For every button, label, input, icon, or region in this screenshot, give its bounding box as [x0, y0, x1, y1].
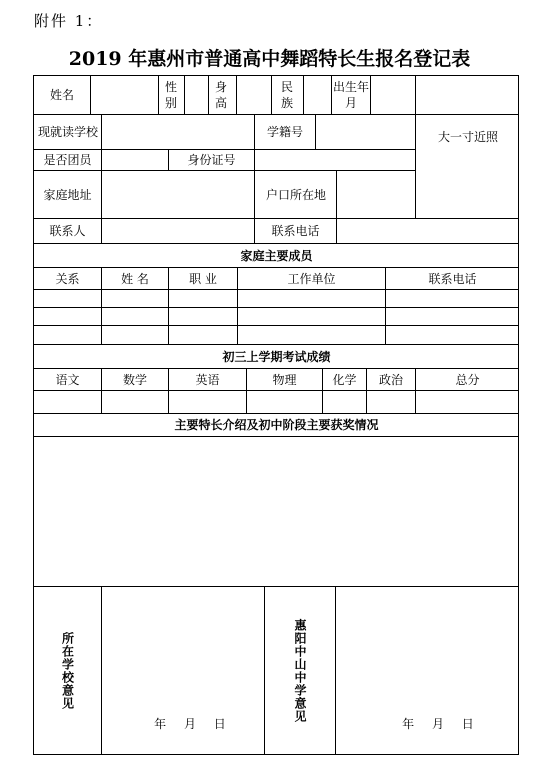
grid-line — [208, 75, 209, 114]
grid-line — [271, 75, 272, 114]
exam-heading: 初三上学期考试成绩 — [222, 349, 331, 364]
host-opinion-date: 年 月 日 — [402, 717, 474, 731]
address-label: 家庭地址 — [43, 187, 92, 202]
grid-line — [33, 436, 519, 437]
grid-line — [336, 218, 337, 243]
grid-line — [33, 390, 519, 391]
id-no-label: 身份证号 — [187, 153, 236, 167]
exam-col-physics: 物理 — [272, 372, 297, 387]
grid-line — [158, 75, 159, 114]
exam-col-chinese: 语文 — [55, 372, 80, 387]
exam-col-math: 数学 — [122, 372, 147, 387]
grid-line — [370, 75, 371, 114]
grid-line — [101, 114, 102, 243]
grid-line — [335, 586, 336, 755]
school-opinion-label — [34, 587, 101, 755]
grid-line — [33, 289, 519, 290]
phone-label: 联系电话 — [271, 224, 320, 238]
school-opinion-text: 所在学校意见 — [60, 632, 75, 710]
grid-line — [101, 586, 102, 755]
grid-line — [315, 114, 316, 149]
league-label: 是否团员 — [43, 153, 92, 167]
exam-col-total: 总分 — [455, 372, 480, 387]
grid-line — [33, 325, 519, 326]
grid-line — [33, 307, 519, 308]
awards-heading: 主要特长介绍及初中阶段主要获奖情况 — [174, 418, 379, 432]
exam-col-chemistry: 化学 — [332, 372, 357, 387]
family-heading: 家庭主要成员 — [240, 248, 313, 263]
student-no-label: 学籍号 — [266, 125, 303, 139]
grid-line — [415, 75, 416, 218]
exam-col-politics: 政治 — [378, 372, 403, 387]
family-col-phone: 联系电话 — [428, 271, 477, 286]
family-col-relation: 关系 — [55, 271, 80, 286]
grid-line — [336, 170, 337, 218]
photo-label: 大一寸近照 — [438, 130, 499, 144]
grid-line — [184, 75, 185, 114]
attachment-label: 附件 1： — [34, 12, 104, 30]
birth-label: 出生年月 — [333, 80, 370, 110]
school-label: 现就读学校 — [37, 125, 98, 139]
exam-col-english: 英语 — [195, 372, 220, 387]
grid-line — [236, 75, 237, 114]
host-opinion-label — [265, 587, 335, 755]
gender-label: 性别 — [164, 80, 177, 110]
grid-line — [303, 75, 304, 114]
form-title: 2019 年惠州市普通高中舞蹈特长生报名登记表 — [68, 48, 471, 70]
family-col-name: 姓 名 — [121, 271, 149, 286]
ethnicity-label: 民族 — [280, 80, 293, 110]
family-col-employer: 工作单位 — [287, 271, 336, 286]
grid-line — [331, 75, 332, 114]
host-opinion-text: 惠阳中山中学意见 — [293, 619, 307, 723]
family-col-job: 职 业 — [189, 271, 217, 286]
grid-line — [90, 75, 91, 114]
contact-label: 联系人 — [49, 224, 86, 238]
name-label: 姓名 — [49, 88, 74, 102]
school-opinion-date: 年 月 日 — [154, 717, 226, 731]
hukou-label: 户口所在地 — [265, 187, 326, 202]
height-label: 身高 — [214, 80, 227, 110]
